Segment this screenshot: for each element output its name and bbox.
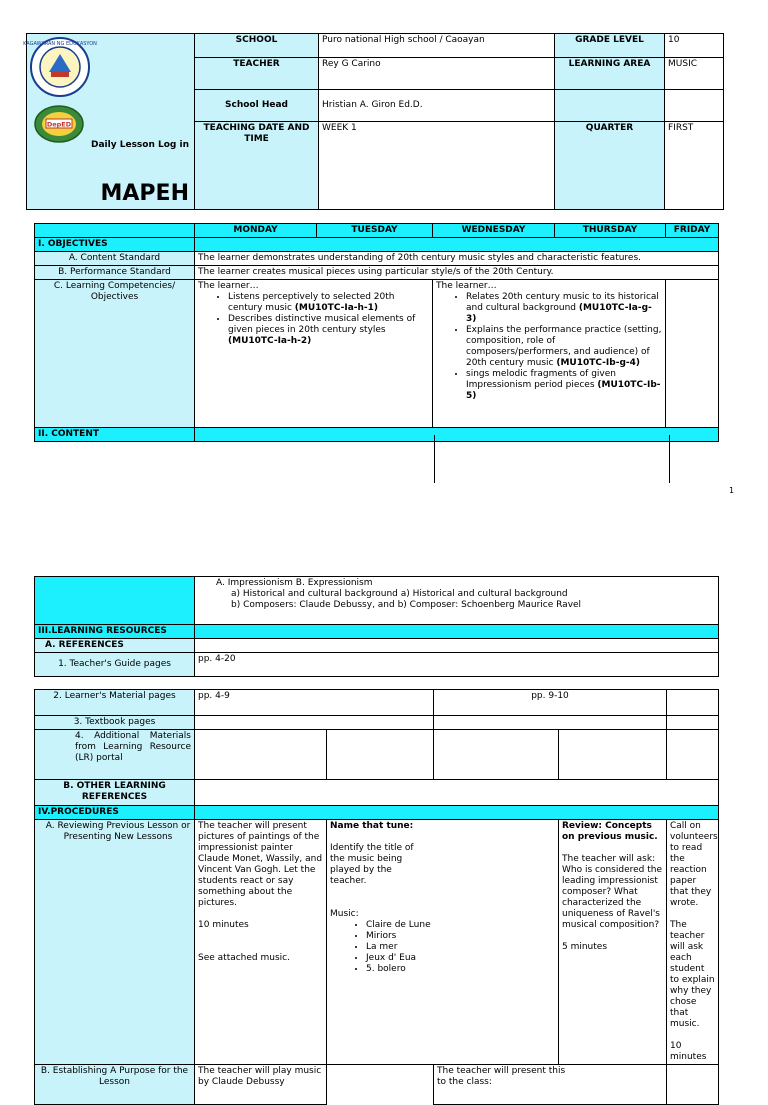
teacher-label: TEACHER xyxy=(195,58,319,90)
content-standard-value: The learner demonstrates understanding of 20th century music styles and characteristic features. xyxy=(195,252,719,266)
deped-seal-icon xyxy=(23,36,97,98)
date-label: TEACHING DATE AND TIME xyxy=(195,122,319,210)
area-label: LEARNING AREA xyxy=(555,58,665,90)
content-label-cell xyxy=(35,577,195,625)
content-standard-label: A. Content Standard xyxy=(35,252,195,266)
additional-wed xyxy=(434,730,559,780)
day-friday: FRIDAY xyxy=(666,224,719,238)
list-item: • Explains the performance practice (setting, composition, role of composers/performers, and audience) of 20th century music (MU10TC-Ib-g-4) xyxy=(466,325,662,369)
right-list xyxy=(436,292,662,402)
list-item: • 5. bolero xyxy=(366,964,555,975)
additional-label: 4. Additional Materials from Learning Resource (LR) portal xyxy=(35,730,195,780)
wed-time: 5 minutes xyxy=(562,942,608,952)
list-item: • La mer xyxy=(366,942,555,953)
thu-text2: The teacher will ask each student to explain why they chose that music. xyxy=(670,920,715,1029)
content-title-fill xyxy=(195,428,719,442)
content-line: b) Composers: Claude Debussy, and b) Composer: Schoenberg Maurice Ravel xyxy=(231,600,582,610)
procedures-title: IV.PROCEDURES xyxy=(35,806,195,820)
quarter-value: FIRST xyxy=(665,122,724,210)
objectives-table xyxy=(34,223,719,442)
objectives-title-fill xyxy=(195,238,719,252)
right-intro: The learner… xyxy=(436,281,497,291)
competency-label: C. Learning Competencies/ Objectives xyxy=(35,280,195,428)
lm-label: 2. Learner's Material pages xyxy=(35,690,195,716)
purpose-label: B. Establishing A Purpose for the Lesson xyxy=(35,1065,195,1105)
list-item: • Claire de Lune xyxy=(366,920,555,931)
empty-label-cell xyxy=(555,90,665,122)
school-logo-icon xyxy=(33,104,85,144)
review-mon xyxy=(195,820,327,1065)
content-title: II. CONTENT xyxy=(35,428,195,442)
days-corner xyxy=(35,224,195,238)
tg-label: 1. Teacher's Guide pages xyxy=(35,653,195,677)
mon-review-text: The teacher will present pictures of paintings of the impressionist painter Claude Monet, Wassily, and Vincent Van Gogh. Let the students react or say something about the pictures. xyxy=(198,821,323,908)
head-label: School Head xyxy=(195,90,319,122)
seal-text: KAGAWARAN NG EDUKASYON xyxy=(23,41,97,47)
spacer xyxy=(35,677,719,690)
references-title: A. REFERENCES xyxy=(35,639,195,653)
wed-title: Review: Concepts on previous music. xyxy=(562,821,658,842)
list-item: • Relates 20th century music to its historical and cultural background (MU10TC-Ia-g-3) xyxy=(466,292,662,325)
header-table xyxy=(23,33,724,210)
dll-label: Daily Lesson Log in xyxy=(91,140,189,150)
tg-value: pp. 4-20 xyxy=(195,653,719,677)
textbook-friday xyxy=(667,716,719,730)
divider xyxy=(434,435,435,483)
competency-right xyxy=(433,280,666,428)
content-head: A. Impressionism B. Expressionism xyxy=(216,578,373,588)
resources-fill xyxy=(195,625,719,639)
additional-tue xyxy=(327,730,434,780)
performance-standard-value: The learner creates musical pieces using particular style/s of the 20th Century. xyxy=(195,266,719,280)
date-value: WEEK 1 xyxy=(319,122,555,210)
review-label: A. Reviewing Previous Lesson or Presenting New Lessons xyxy=(35,820,195,1065)
list-item: • Listens perceptively to selected 20th century music (MU10TC-Ia-h-1) xyxy=(228,292,429,314)
mon-time: 10 minutes xyxy=(198,920,249,930)
page-number: 1 xyxy=(729,486,735,495)
wed-text: The teacher will ask: Who is considered the leading impressionist composer? What characterized the uniqueness of Ravel's musical composition? xyxy=(562,854,663,930)
area-value: MUSIC xyxy=(665,58,724,90)
page2-table xyxy=(34,576,719,1105)
competency-left xyxy=(195,280,433,428)
music-list xyxy=(330,920,555,975)
head-value: Hristian A. Giron Ed.D. xyxy=(319,90,555,122)
review-tue xyxy=(327,820,559,1065)
resources-title: III.LEARNING RESOURCES xyxy=(35,625,195,639)
procedures-fill xyxy=(195,806,719,820)
list-item: • Jeux d' Eua xyxy=(366,953,555,964)
left-list xyxy=(198,292,429,347)
empty-value-cell xyxy=(665,90,724,122)
quarter-label: QUARTER xyxy=(555,122,665,210)
additional-thu xyxy=(559,730,667,780)
textbook-right xyxy=(434,716,667,730)
review-wed xyxy=(559,820,667,1065)
content-cell xyxy=(195,577,719,625)
logo-text: DepED xyxy=(46,120,72,129)
teacher-value: Rey G Carino xyxy=(319,58,555,90)
purpose-fri xyxy=(667,1065,719,1105)
day-wednesday: WEDNESDAY xyxy=(433,224,555,238)
list-item: • sings melodic fragments of given Impressionism period pieces (MU10TC-Ib-5) xyxy=(466,369,662,402)
list-item: • Miriors xyxy=(366,931,555,942)
other-refs-label: B. OTHER LEARNING REFERENCES xyxy=(35,780,195,806)
tue-text: Identify the title of the music being played by the teacher. xyxy=(330,843,414,886)
additional-mon xyxy=(195,730,327,780)
grade-label: GRADE LEVEL xyxy=(555,34,665,58)
day-tuesday: TUESDAY xyxy=(317,224,433,238)
list-item: • Describes distinctive musical elements of given pieces in 20th century styles (MU10TC-Ia-h-2) xyxy=(228,314,429,347)
textbook-left xyxy=(195,716,434,730)
additional-fri xyxy=(667,730,719,780)
competency-friday xyxy=(666,280,719,428)
lm-friday xyxy=(667,690,719,716)
day-thursday: THURSDAY xyxy=(555,224,666,238)
purpose-wed: The teacher will present this to the class: xyxy=(434,1065,667,1105)
grade-value: 10 xyxy=(665,34,724,58)
lm-right: pp. 9-10 xyxy=(434,690,667,716)
purpose-tue xyxy=(327,1065,434,1105)
textbook-label: 3. Textbook pages xyxy=(35,716,195,730)
tue-music-label: Music: xyxy=(330,909,359,919)
left-intro: The learner… xyxy=(198,281,259,291)
thu-time: 10 minutes xyxy=(670,1041,707,1062)
performance-standard-label: B. Performance Standard xyxy=(35,266,195,280)
objectives-title: I. OBJECTIVES xyxy=(35,238,195,252)
day-monday: MONDAY xyxy=(195,224,317,238)
mon-note: See attached music. xyxy=(198,953,290,963)
review-thu xyxy=(667,820,719,1065)
lm-left: pp. 4-9 xyxy=(195,690,434,716)
header-logo-cell xyxy=(23,34,195,210)
thu-text: Call on volunteers to read the reaction paper that they wrote. xyxy=(670,821,718,908)
content-line: a) Historical and cultural background a) Historical and cultural background xyxy=(231,589,568,599)
school-label: SCHOOL xyxy=(195,34,319,58)
divider xyxy=(669,435,670,483)
references-fill xyxy=(195,639,719,653)
other-refs-fill xyxy=(195,780,719,806)
tue-title: Name that tune: xyxy=(330,821,414,831)
school-value: Puro national High school / Caoayan xyxy=(319,34,555,58)
purpose-mon: The teacher will play music by Claude Debussy xyxy=(195,1065,327,1105)
subject-title: MAPEH xyxy=(100,181,189,206)
